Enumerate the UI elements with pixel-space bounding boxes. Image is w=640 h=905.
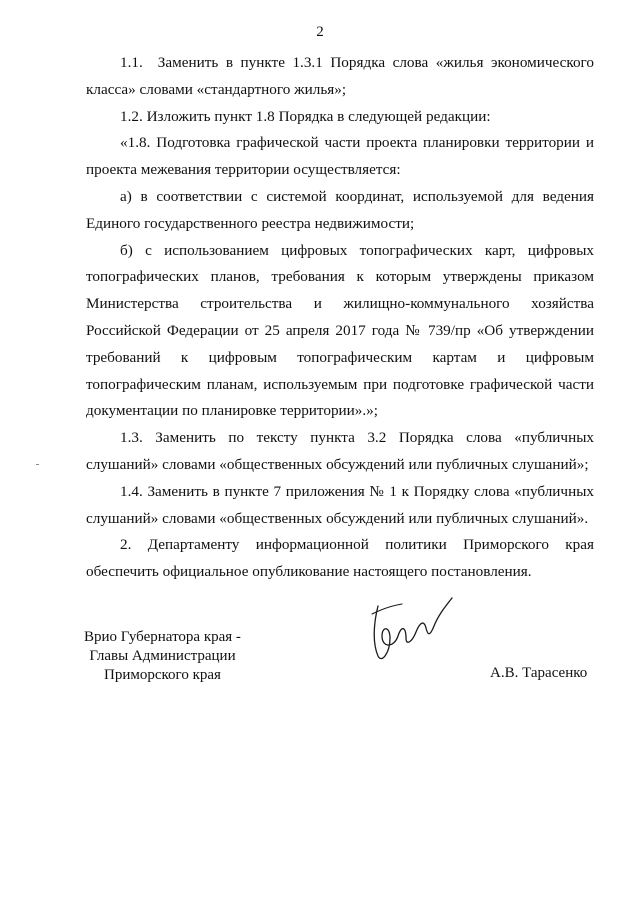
handwritten-signature [368,592,460,668]
paragraph-1-3: 1.3. Заменить по тексту пункта 3.2 Порядка слова «публичных слушаний» словами «общественных обсуждений или публичных слушаний»; [86,429,594,473]
paragraph-item-a: а) в соответствии с системой координат, используемой для ведения Единого государственного реестра недвижимости; [86,187,594,232]
signatory-position [84,628,241,685]
signatory-position-line: Главы Администрации [89,648,236,664]
paragraph-1-4: 1.4. Заменить в пункте 7 приложения № 1 к Порядку слова «публичных слушаний» словами «общественных обсуждений или публичных слушаний». [86,482,594,527]
document-body [86,50,594,586]
page-number: 2 [316,24,324,40]
signatory-position-line: Врио Губернатора края - [84,629,241,645]
paragraph-1-8-intro: «1.8. Подготовка графической части проекта планировки территории и проекта межевания территории осуществляется: [86,134,594,179]
paragraph-2: 2. Департаменту информационной политики Приморского края обеспечить официальное опубликование настоящего постановления. [86,536,594,581]
paragraph-1-1: 1.1. Заменить в пункте 1.3.1 Порядка слова «жилья экономического класса» словами «стандартного жилья»; [86,54,594,98]
signatory-name: А.В. Тарасенко [490,665,588,681]
signatory-position-line: Приморского края [104,667,221,683]
paragraph-item-b: б) с использованием цифровых топографических карт, цифровых топографических планов, требования к которым утверждены приказом Министерства строительства и жилищно-коммунального хозяйства Российской Федерации от 25 апреля 2017 года № 739/пр «Об утверждении требований к цифровым топографическим картам и цифровым топографическим планам, используемым при подготовке графической части документации по планировке территории».»; [86,241,594,420]
paragraph-1-2: 1.2. Изложить пункт 1.8 Порядка в следующей редакции: [120,107,491,125]
margin-mark [36,464,39,465]
